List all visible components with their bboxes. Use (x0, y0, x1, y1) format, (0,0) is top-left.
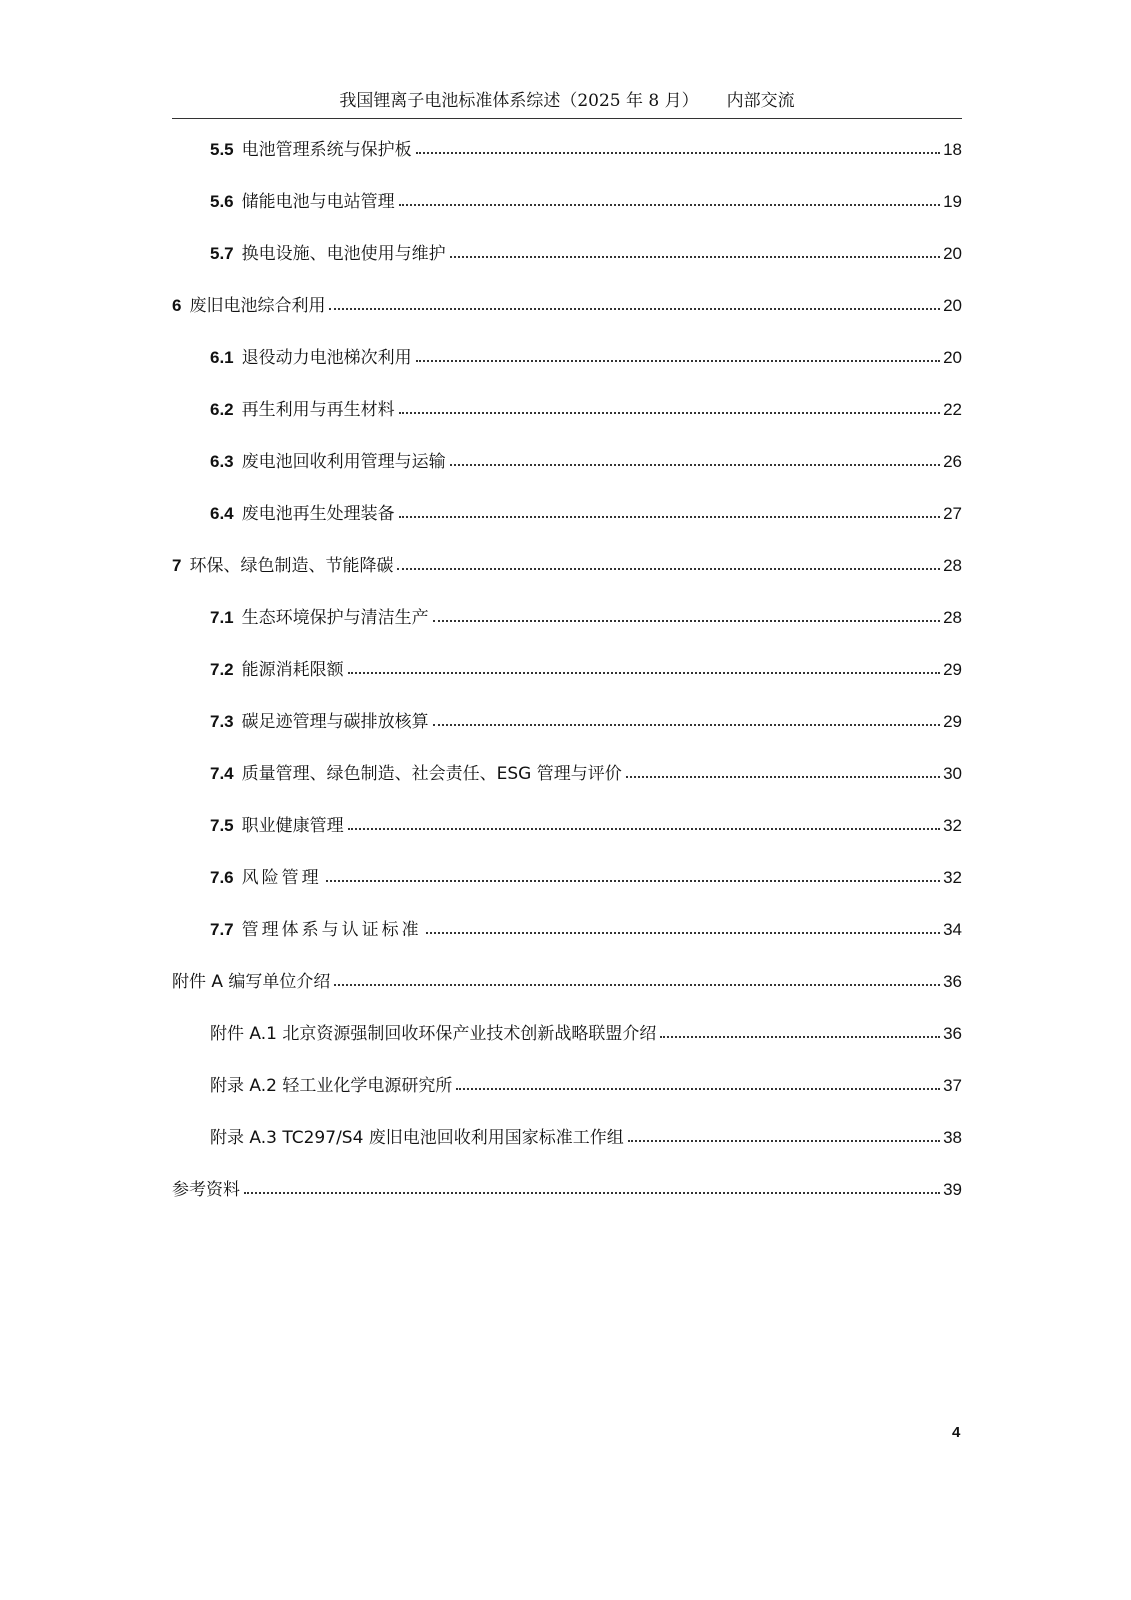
toc-leader-dots (416, 359, 940, 362)
toc-entry-title: 职业健康管理 (241, 816, 344, 836)
toc-entry-title: 电池管理系统与保护板 (241, 140, 412, 160)
toc-entry-title: 风险管理 (241, 868, 322, 888)
toc-entry-title: 能源消耗限额 (241, 660, 344, 680)
toc-entry-number: 7 (172, 556, 182, 575)
toc-entry-page: 30 (943, 764, 962, 783)
toc-leader-dots (628, 1139, 940, 1142)
toc-entry[interactable] (172, 910, 962, 940)
toc-leader-dots (433, 619, 940, 622)
toc-entry-page: 36 (943, 1024, 962, 1043)
header-title: 我国锂离子电池标准体系综述（2025 年 8 月） (339, 91, 699, 111)
toc-entry[interactable] (172, 182, 962, 212)
toc-entry-title: 参考资料 (172, 1180, 240, 1200)
toc-leader-dots (660, 1035, 940, 1038)
toc-leader-dots (329, 307, 940, 310)
toc-entry-title: 废电池回收利用管理与运输 (241, 452, 446, 472)
toc-leader-dots (456, 1087, 940, 1090)
toc-entry-page: 32 (943, 868, 962, 887)
toc-entry-title: 附件 A.1 北京资源强制回收环保产业技术创新战略联盟介绍 (210, 1024, 657, 1044)
toc-leader-dots (348, 827, 940, 830)
toc-leader-dots (397, 567, 940, 570)
toc-entry-number: 6.2 (210, 400, 234, 419)
toc-leader-dots (433, 723, 940, 726)
toc-entry[interactable] (172, 598, 962, 628)
toc-entry-title: 储能电池与电站管理 (241, 192, 395, 212)
toc-entry-title: 附录 A.2 轻工业化学电源研究所 (210, 1076, 453, 1096)
toc-entry-number: 6.3 (210, 452, 234, 471)
toc-entry-title: 生态环境保护与清洁生产 (241, 608, 429, 628)
toc-entry[interactable] (172, 130, 962, 160)
toc-entry[interactable] (172, 234, 962, 264)
toc-entry-page: 29 (943, 712, 962, 731)
toc-leader-dots (399, 515, 940, 518)
header-tag: 内部交流 (726, 91, 795, 111)
toc-entry-page: 27 (943, 504, 962, 523)
toc-entry-number: 7.7 (210, 920, 234, 939)
toc-entry-number: 7.4 (210, 764, 234, 783)
page-header (172, 86, 962, 119)
toc-entry[interactable] (172, 806, 962, 836)
toc-entry-title: 附录 A.3 TC297/S4 废旧电池回收利用国家标准工作组 (210, 1128, 624, 1148)
toc-entry-title: 再生利用与再生材料 (241, 400, 395, 420)
toc-entry[interactable] (172, 546, 962, 576)
toc-entry[interactable] (172, 442, 962, 472)
toc-entry-title: 换电设施、电池使用与维护 (241, 244, 446, 264)
toc-leader-dots (426, 931, 940, 934)
toc-entry-page: 20 (943, 348, 962, 367)
toc-entry-page: 20 (943, 296, 962, 315)
toc-entry-number: 7.2 (210, 660, 234, 679)
toc-entry-title: 质量管理、绿色制造、社会责任、ESG 管理与评价 (241, 764, 622, 784)
toc-entry-page: 20 (943, 244, 962, 263)
toc-entry-number: 6 (172, 296, 182, 315)
toc-leader-dots (450, 255, 940, 258)
toc-entry-number: 7.6 (210, 868, 234, 887)
toc-entry[interactable] (172, 650, 962, 680)
toc-entry-number: 7.3 (210, 712, 234, 731)
toc-leader-dots (450, 463, 940, 466)
toc-leader-dots (348, 671, 940, 674)
toc-entry-page: 29 (943, 660, 962, 679)
toc-entry-number: 6.4 (210, 504, 234, 523)
toc-entry-page: 32 (943, 816, 962, 835)
toc-entry-number: 6.1 (210, 348, 234, 367)
toc-entry-number: 5.6 (210, 192, 234, 211)
toc-entry-page: 39 (943, 1180, 962, 1199)
toc-entry[interactable] (172, 390, 962, 420)
toc-entry[interactable] (172, 754, 962, 784)
toc-entry-page: 34 (943, 920, 962, 939)
toc-entry-page: 19 (943, 192, 962, 211)
toc-entry-page: 38 (943, 1128, 962, 1147)
toc-entry-title: 退役动力电池梯次利用 (241, 348, 412, 368)
toc-leader-dots (399, 203, 940, 206)
toc-entry[interactable] (172, 1118, 962, 1148)
toc-entry[interactable] (172, 962, 962, 992)
toc-entry[interactable] (172, 1014, 962, 1044)
toc-entry-title: 碳足迹管理与碳排放核算 (241, 712, 429, 732)
toc-leader-dots (416, 151, 940, 154)
toc-entry-title: 废电池再生处理装备 (241, 504, 395, 524)
toc-entry-title: 管理体系与认证标准 (241, 920, 422, 940)
toc-entry-title: 附件 A 编写单位介绍 (172, 972, 331, 992)
toc-entry[interactable] (172, 702, 962, 732)
toc-entry-page: 26 (943, 452, 962, 471)
toc-entry[interactable] (172, 1170, 962, 1200)
toc-leader-dots (399, 411, 940, 414)
toc-leader-dots (244, 1191, 940, 1194)
toc-entry-page: 37 (943, 1076, 962, 1095)
toc-entry-title: 废旧电池综合利用 (189, 296, 326, 316)
toc-leader-dots (334, 983, 940, 986)
toc-entry[interactable] (172, 858, 962, 888)
toc-entry-page: 22 (943, 400, 962, 419)
toc-entry-page: 28 (943, 556, 962, 575)
toc-entry-page: 18 (943, 140, 962, 159)
toc-leader-dots (626, 775, 940, 778)
toc-entry[interactable] (172, 338, 962, 368)
toc-entry-number: 7.1 (210, 608, 234, 627)
toc-entry-number: 5.5 (210, 140, 234, 159)
toc-leader-dots (326, 879, 940, 882)
toc-entry[interactable] (172, 494, 962, 524)
toc-entry[interactable] (172, 286, 962, 316)
toc-entry-page: 28 (943, 608, 962, 627)
page-number: 4 (952, 1424, 961, 1441)
toc-entry[interactable] (172, 1066, 962, 1096)
toc-entry-number: 5.7 (210, 244, 234, 263)
toc-entry-title: 环保、绿色制造、节能降碳 (189, 556, 394, 576)
toc-entry-number: 7.5 (210, 816, 234, 835)
toc-entry-page: 36 (943, 972, 962, 991)
